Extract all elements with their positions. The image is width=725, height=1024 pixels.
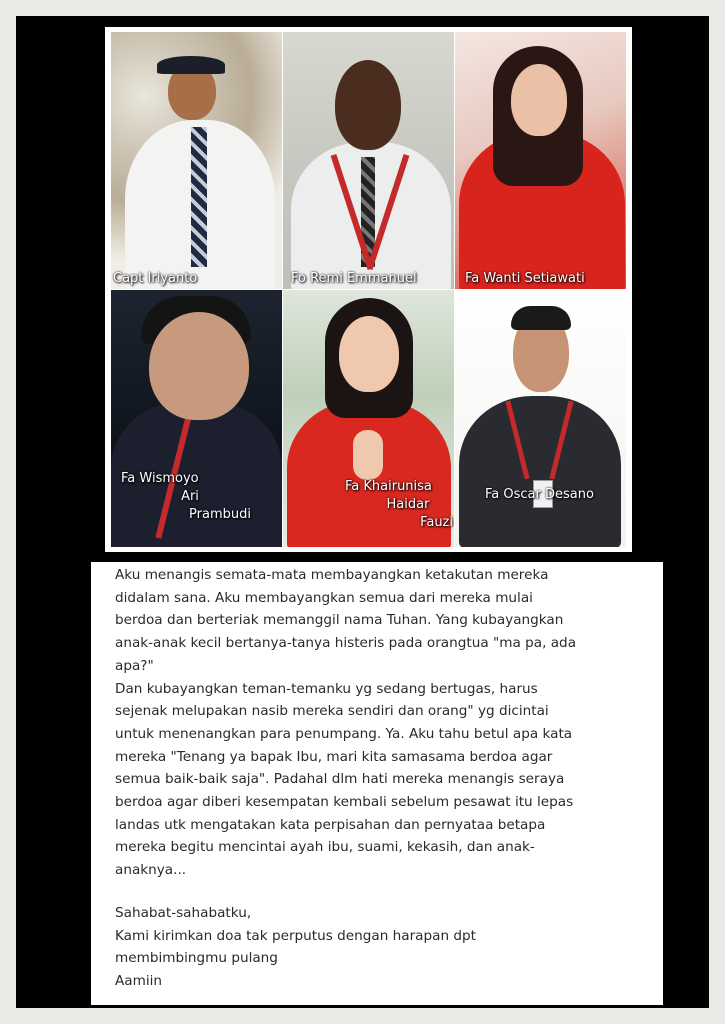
message-line: anaknya... [115,862,187,879]
message-line: didalam sana. Aku membayangkan semua dari mereka mulai [115,589,533,606]
message-line: untuk menenangkan para penumpang. Ya. Aku tahu betul apa kata [115,725,573,742]
caption-line: Ari [181,489,199,504]
crew-photo-attendant-oscar [455,290,626,547]
caption-attendant-oscar: Fa Oscar Desano [485,487,594,502]
message-line: anak-anak kecil bertanya-tanya histeris pada orangtua "ma pa, ada [115,635,577,652]
message-line: Aku menangis semata-mata membayangkan ketakutan mereka [115,567,549,583]
crew-photo-attendant-wismoyo [111,290,282,547]
message-line: landas utk mengatakan kata perpisahan dan pernyataa betapa [115,816,546,833]
message-line: mereka "Tenang ya bapak Ibu, mari kita samasama berdoa agar [115,748,553,765]
caption-line: Fa Wismoyo [121,471,199,486]
caption-attendant-wanti: Fa Wanti Setiawati [465,271,585,286]
message-line: berdoa agar diberi kesempatan kembali sebelum pesawat itu lepas [115,794,574,811]
caption-line: Haidar [386,497,430,512]
caption-captain: Capt Iriyanto [113,271,198,286]
crew-photo-first-officer [283,32,454,289]
message-line: semua baik-baik saja". Padahal dlm hati mereka menangis seraya [115,771,565,788]
crew-photo-attendant-wanti [455,32,626,289]
crew-photo-attendant-khairunisa [283,290,454,547]
message-paragraph-2 [115,902,647,993]
message-line: membimbingmu pulang [115,950,278,967]
caption-attendant-wismoyo [115,470,265,524]
message-panel [91,562,663,1005]
message-line: apa?" [115,657,154,674]
message-line: sejenak melupakan nasib mereka sendiri dan orang" yg dicintai [115,703,549,720]
caption-attendant-khairunisa [345,478,453,532]
message-paragraph-1 [115,564,647,882]
caption-line: Prambudi [189,507,251,522]
caption-line: Fa Khairunisa [345,479,432,494]
message-line: Aamiin [115,973,163,990]
message-line: berdoa dan berteriak memanggil nama Tuhan. Yang kubayangkan [115,612,564,629]
message-line: Dan kubayangkan teman-temanku yg sedang bertugas, harus [115,680,538,697]
message-line: Sahabat-sahabatku, [115,905,252,921]
crew-photo-captain [111,32,282,289]
crew-photo-collage [105,27,632,552]
caption-line: Fauzi [420,515,453,530]
caption-first-officer: Fo Remi Emmanuel [291,271,417,286]
message-line: Kami kirimkan doa tak perputus dengan harapan dpt [115,927,476,944]
message-line: mereka begitu mencintai ayah ibu, suami, kekasih, dan anak- [115,839,535,856]
